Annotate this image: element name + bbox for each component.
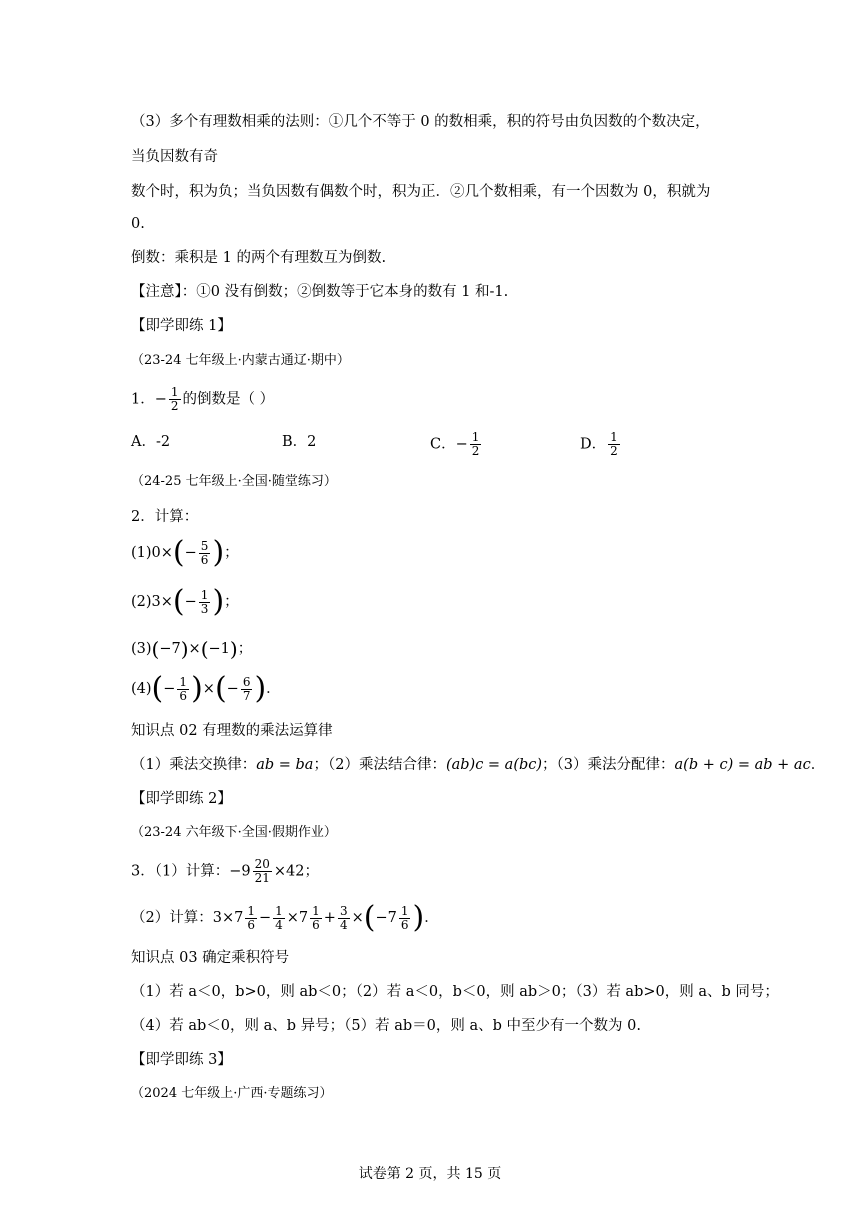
q3-2-fraction-1 <box>245 905 257 932</box>
right-paren: ) <box>412 900 425 935</box>
kp3-line2: （4）若 ab＜0，则 a、b 异号；（5）若 ab＝0，则 a、b 中至少有一个数为 0. <box>131 1018 641 1034</box>
left-paren: ( <box>172 535 185 570</box>
left-paren: ( <box>214 671 227 706</box>
right-paren: ) <box>212 535 225 570</box>
right-paren: ) <box>229 637 238 661</box>
option-a-label: A． <box>131 434 156 450</box>
left-paren: ( <box>151 671 164 706</box>
q1-minus: − <box>154 391 167 408</box>
q2-2-numerator: 1 <box>200 587 209 602</box>
option-c-minus: − <box>455 436 468 453</box>
practice2-heading: 【即学即练 2】 <box>131 791 232 807</box>
minus: − <box>184 594 197 610</box>
q3-2-c: ×7 <box>286 910 309 926</box>
rule3-line3: 数个时，积为负；当负因数有偶数个时，积为正．②几个数相乘，有一个因数为 0，积就为 <box>131 184 711 200</box>
q3-2-numerator-1: 1 <box>247 903 255 918</box>
q1-fraction <box>169 386 181 413</box>
kp2-laws <box>131 754 825 776</box>
rule3-line2: 当负因数有奇 <box>131 149 218 165</box>
minus: − <box>163 681 176 697</box>
times: × <box>188 641 201 657</box>
kp3-line1: （1）若 a＜0，b>0，则 ab＜0；（2）若 a＜0，b＜0，则 ab＞0；（3）若 ab>0，则 a、b 同号； <box>131 984 779 1000</box>
rule3-line4: 0. <box>131 216 145 232</box>
q3-2-a: 3×7 <box>212 910 244 926</box>
q3-2-denominator-3: 6 <box>312 917 320 932</box>
option-c-denominator: 2 <box>471 444 480 458</box>
q3-2-e: −7 <box>375 910 397 926</box>
q3-2-minus: − <box>258 910 272 926</box>
q3-1-numerator: 20 <box>254 857 270 871</box>
law-1-expr: ab = ba <box>256 757 314 773</box>
law-1-label: （1）乘法交换律： <box>131 757 257 773</box>
laws-end: ． <box>810 757 826 773</box>
q2-2-denominator: 3 <box>200 601 209 616</box>
q2-item-1 <box>131 535 239 570</box>
q2-item-4 <box>131 671 281 706</box>
q3-2-denominator-2: 4 <box>275 917 283 932</box>
semicolon: ； <box>224 594 239 610</box>
q3-2-numerator-4: 3 <box>339 903 348 918</box>
q2-1-numerator: 5 <box>200 538 209 553</box>
option-c-label: C． <box>430 436 456 453</box>
q2-4-denominator-1: 6 <box>179 688 188 703</box>
q2-4-numerator-1: 1 <box>179 674 188 689</box>
question-1 <box>131 386 274 413</box>
left-paren: ( <box>363 900 376 935</box>
q1-suffix: 的倒数是（ ） <box>182 391 275 408</box>
period: ． <box>424 910 439 926</box>
q2-3-a: −7 <box>159 641 181 657</box>
semicolon: ； <box>237 641 253 657</box>
q1-denominator: 2 <box>170 399 179 413</box>
q3-2-fraction-5 <box>399 905 411 932</box>
q3-prefix: 3．（1）计算： <box>131 863 230 880</box>
q2-item-3 <box>131 638 252 660</box>
q2-prefix: 2．计算： <box>131 509 199 525</box>
q2-2-fraction <box>199 589 211 616</box>
option-b-label: B． <box>282 434 308 450</box>
q2-3-b: −1 <box>208 641 230 657</box>
page-footer: 试卷第 2 页，共 15 页 <box>358 1166 502 1182</box>
q3-2-denominator-4: 4 <box>339 917 348 932</box>
period: ． <box>266 681 281 697</box>
q2-1-denominator: 6 <box>200 552 209 567</box>
q3-part2 <box>131 900 439 935</box>
q3-2-plus: + <box>323 910 336 926</box>
practice3-source: （2024 七年级上·广西·专题练习） <box>131 1086 333 1101</box>
q3-2-fraction-3 <box>310 905 322 932</box>
option-a-value: -2 <box>155 434 171 450</box>
q2-1-fraction <box>199 540 211 567</box>
option-b[interactable] <box>282 431 316 453</box>
q2-4-fraction-1 <box>177 676 189 703</box>
q2-4-denominator-2: 7 <box>242 688 251 703</box>
q2-4-fraction-2 <box>241 676 253 703</box>
kp3-title: 知识点 03 确定乘积符号 <box>131 950 290 966</box>
right-paren: ) <box>180 637 189 661</box>
q3-part1 <box>131 858 319 885</box>
q2-4-label: (4) <box>131 681 152 697</box>
q2-1-a: 0× <box>151 545 173 561</box>
law-2-expr: (ab)c = a(bc) <box>445 757 543 773</box>
option-c[interactable] <box>430 431 483 458</box>
practice2-source: （23-24 六年级下·全国·假期作业） <box>131 825 337 840</box>
right-paren: ) <box>212 584 225 619</box>
option-a[interactable] <box>131 431 170 453</box>
q3-1-denominator: 21 <box>254 871 270 885</box>
left-paren: ( <box>200 637 209 661</box>
option-d-numerator: 1 <box>610 430 618 444</box>
practice3-heading: 【即学即练 3】 <box>131 1052 232 1068</box>
practice1-source1: （23-24 七年级上·内蒙古通辽·期中） <box>131 353 350 368</box>
left-paren: ( <box>151 637 160 661</box>
q3-2-denominator-1: 6 <box>247 917 255 932</box>
q3-1-fraction <box>253 858 272 885</box>
q3-1-b: ×42； <box>273 863 319 880</box>
minus: − <box>184 545 197 561</box>
rule3-line1: （3）多个有理数相乘的法则：①几个不等于 0 的数相乘，积的符号由负因数的个数决定， <box>131 114 710 130</box>
q3-2-times: × <box>351 910 364 926</box>
q2-item-2 <box>131 584 239 619</box>
option-c-numerator: 1 <box>471 430 480 444</box>
q1-prefix: 1． <box>131 391 155 408</box>
law-3-expr: a(b + c) = ab + ac <box>674 757 811 773</box>
option-d-denominator: 2 <box>610 444 618 458</box>
q3-2-denominator-5: 6 <box>400 917 409 932</box>
q3-2-numerator-3: 1 <box>312 903 320 918</box>
law-2-label: ；（2）乘法结合律： <box>313 757 446 773</box>
right-paren: ) <box>191 671 203 706</box>
minus: − <box>226 681 239 697</box>
q3-2-prefix: （2）计算： <box>131 910 213 926</box>
option-d-fraction <box>608 431 620 458</box>
q3-2-numerator-5: 1 <box>400 903 409 918</box>
option-d[interactable] <box>580 431 622 458</box>
q3-2-fraction-4 <box>338 905 350 932</box>
right-paren: ) <box>254 671 267 706</box>
q2-4-numerator-2: 6 <box>242 674 251 689</box>
q3-2-numerator-2: 1 <box>275 903 283 918</box>
practice1-source2: （24-25 七年级上·全国·随堂练习） <box>131 474 337 489</box>
q3-2-fraction-2 <box>273 905 285 932</box>
q1-numerator: 1 <box>170 385 179 399</box>
q2-1-label: (1) <box>131 545 152 561</box>
note: 【注意】：①0 没有倒数；②倒数等于它本身的数有 1 和-1. <box>131 284 509 300</box>
law-3-label: ；（3）乘法分配律： <box>542 757 675 773</box>
left-paren: ( <box>172 584 185 619</box>
q2-3-label: (3) <box>131 641 152 657</box>
semicolon: ； <box>224 545 239 561</box>
practice1-heading: 【即学即练 1】 <box>131 318 232 334</box>
kp2-title: 知识点 02 有理数的乘法运算律 <box>131 723 333 739</box>
q2-2-label: (2) <box>131 594 152 610</box>
q2-2-a: 3× <box>151 594 173 610</box>
option-c-fraction <box>470 431 482 458</box>
option-b-value: 2 <box>307 434 317 450</box>
reciprocal-definition: 倒数：乘积是 1 的两个有理数互为倒数. <box>131 250 387 266</box>
option-d-label: D． <box>580 436 607 453</box>
times: × <box>202 681 215 697</box>
q3-1-a: −9 <box>229 863 251 880</box>
